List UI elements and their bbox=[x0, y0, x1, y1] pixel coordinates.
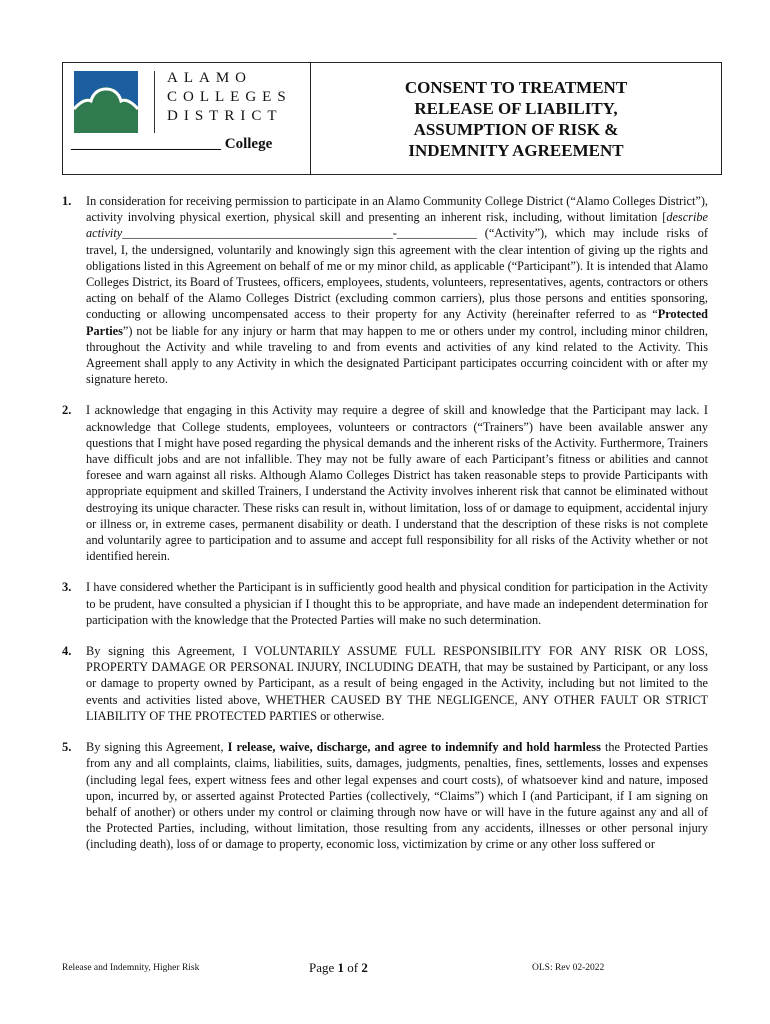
section-1-part-1: In consideration for receiving permission to participate in an Alamo Community College District (“Alamo Colleges District”), activity involving physical exertion, physical skill and presenting an inherent risk, including, without limitation [ bbox=[86, 194, 708, 225]
section-1-activity-prompt: describe activity bbox=[86, 210, 708, 241]
section-number: 2. bbox=[62, 403, 72, 418]
title-line-2: RELEASE OF LIABILITY, bbox=[414, 98, 618, 118]
section-3 bbox=[62, 579, 708, 628]
section-number: 1. bbox=[62, 194, 72, 208]
college-blank: ____________________ bbox=[71, 136, 221, 152]
college-name-line bbox=[71, 136, 272, 153]
section-5 bbox=[62, 739, 708, 852]
page-indicator bbox=[309, 960, 368, 976]
section-1-part-2: (“Activity”), which may include risks of travel, I, the undersigned, voluntarily and knowingly sign this agreement with the clear intention of giving up the rights and obligations listed in this Agreement on behalf of me or my minor child, as applicable (“Participant”). It is intended that Alamo Colleges District, its Board of Trustees, officers, employees, students, volunteers, representatives, agents, contractors or others acting on behalf of the Alamo Colleges District (excluding common carriers), plus those persons and entities sponsoring, conducting or allowing uncompensated access to their property for any Activity (hereinafter referred to as “ bbox=[86, 226, 708, 322]
protected-parties-term: Protected Parties bbox=[86, 307, 708, 338]
section-text: I acknowledge that engaging in this Activity may require a degree of skill and knowledge that the Participant may lack. I acknowledge that College students, employees, volunteers or contractors (“Trainers”) have been available answer any questions that I might have posed regarding the physical demands and the inherent risks of the Activity. Furthermore, Trainers have difficult jobs and are not infallible. They may not be fully aware of each Participant’s fitness or abilities and cannot foresee and warn against all risks. Although Alamo Colleges District has taken reasonable steps to provide Participants with appropriate equipment and skilled Trainers, I understand the Activity involves inherent risk that cannot be eliminated without destroying its unique character. These risks can result in, without limitation, loss of or damage to equipment, accidental injury or illness or, in extreme cases, permanent disability or death. I understand that the description of these risks is not complete and voluntarily agree to participation and to assume and accept full responsibility for all risks of the Activity whether or not identified herein. bbox=[86, 403, 708, 564]
page-of: of bbox=[344, 960, 362, 975]
college-logo-cell bbox=[63, 63, 311, 174]
logo-line-2: COLLEGES bbox=[167, 89, 292, 105]
document-title bbox=[405, 77, 627, 161]
college-label: College bbox=[224, 136, 273, 152]
section-5-part-2: the Protected Parties from any and all complaints, claims, liabilities, suits, damages, judgments, penalties, fines, settlements, losses and expenses (including legal fees, expert witness fees and other legal expenses and court costs), of whatsoever kind and nature, imposed upon, incurred by, or asserted against Protected Parties (collectively, “Claims”) which I (and Participant, if I am signing on behalf of another) or others under my control or claiming through now have or will have in the future against any and all of the Protected Parties, including, without limitation, those resulting from any accidents, illnesses or other personal injury (including death), loss of or damage to property, economic loss, victimization by crime or any other loss suffered or bbox=[86, 740, 708, 852]
logo-line-1: ALAMO bbox=[167, 70, 252, 86]
section-text bbox=[86, 739, 708, 852]
title-line-4: INDEMNITY AGREEMENT bbox=[408, 140, 624, 160]
document-header bbox=[62, 62, 722, 175]
title-cell bbox=[311, 63, 721, 174]
activity-blank: ____________________________________________-_____________ bbox=[122, 226, 477, 241]
section-text bbox=[86, 193, 708, 387]
page-total: 2 bbox=[361, 960, 368, 975]
footer-form-name: Release and Indemnity, Higher Risk bbox=[62, 963, 200, 973]
section-number: 4. bbox=[62, 644, 72, 659]
section-text: By signing this Agreement, I VOLUNTARILY ASSUME FULL RESPONSIBILITY FOR ANY RISK OR LOSS, PROPERTY DAMAGE OR PERSONAL INJURY, INCLUDING DEATH, that may be sustained by Participant, or any loss or damage to property owned by Participant, as a result of being engaged in the Activity, including but not limited to the events and activities listed above, WHETHER CAUSED BY THE NEGLIGENCE, ANY OTHER FAULT OR STRICT LIABILITY OF THE PROTECTED PARTIES or otherwise. bbox=[86, 644, 708, 723]
logo-divider bbox=[154, 71, 155, 133]
logo-wordmark bbox=[167, 69, 292, 126]
section-1-part-3: ”) not be liable for any injury or harm that may happen to me or others under my control, including minor children, throughout the Activity and while traveling to and from events and activities of any kind related to the Activity. This Agreement shall apply to any Activity in which the designated Participant participates occurring coincident with or after my signature hereto. bbox=[86, 323, 708, 387]
page-number: 1 bbox=[337, 960, 345, 975]
section-1 bbox=[62, 193, 708, 387]
section-text: I have considered whether the Participant is in sufficiently good health and physical condition for participation in the Activity to be prudent, have consulted a physician if I thought this to be appropriate, and have made an independent determination for participation with the knowledge that the Protected Parties will make no such determination. bbox=[86, 580, 708, 627]
page-prefix: Page bbox=[309, 960, 338, 975]
footer-revision: OLS: Rev 02-2022 bbox=[532, 963, 605, 973]
section-number: 3. bbox=[62, 580, 72, 595]
agreement-sections bbox=[62, 193, 708, 868]
section-4 bbox=[62, 643, 708, 724]
logo-line-3: DISTRICT bbox=[167, 108, 283, 124]
section-2 bbox=[62, 402, 708, 564]
section-number: 5. bbox=[62, 740, 72, 755]
section-5-part-1: By signing this Agreement, bbox=[86, 740, 228, 755]
title-line-3: ASSUMPTION OF RISK & bbox=[413, 119, 619, 139]
release-waive-clause: I release, waive, discharge, and agree to indemnify and hold harmless bbox=[227, 740, 601, 755]
title-line-1: CONSENT TO TREATMENT bbox=[404, 77, 628, 97]
